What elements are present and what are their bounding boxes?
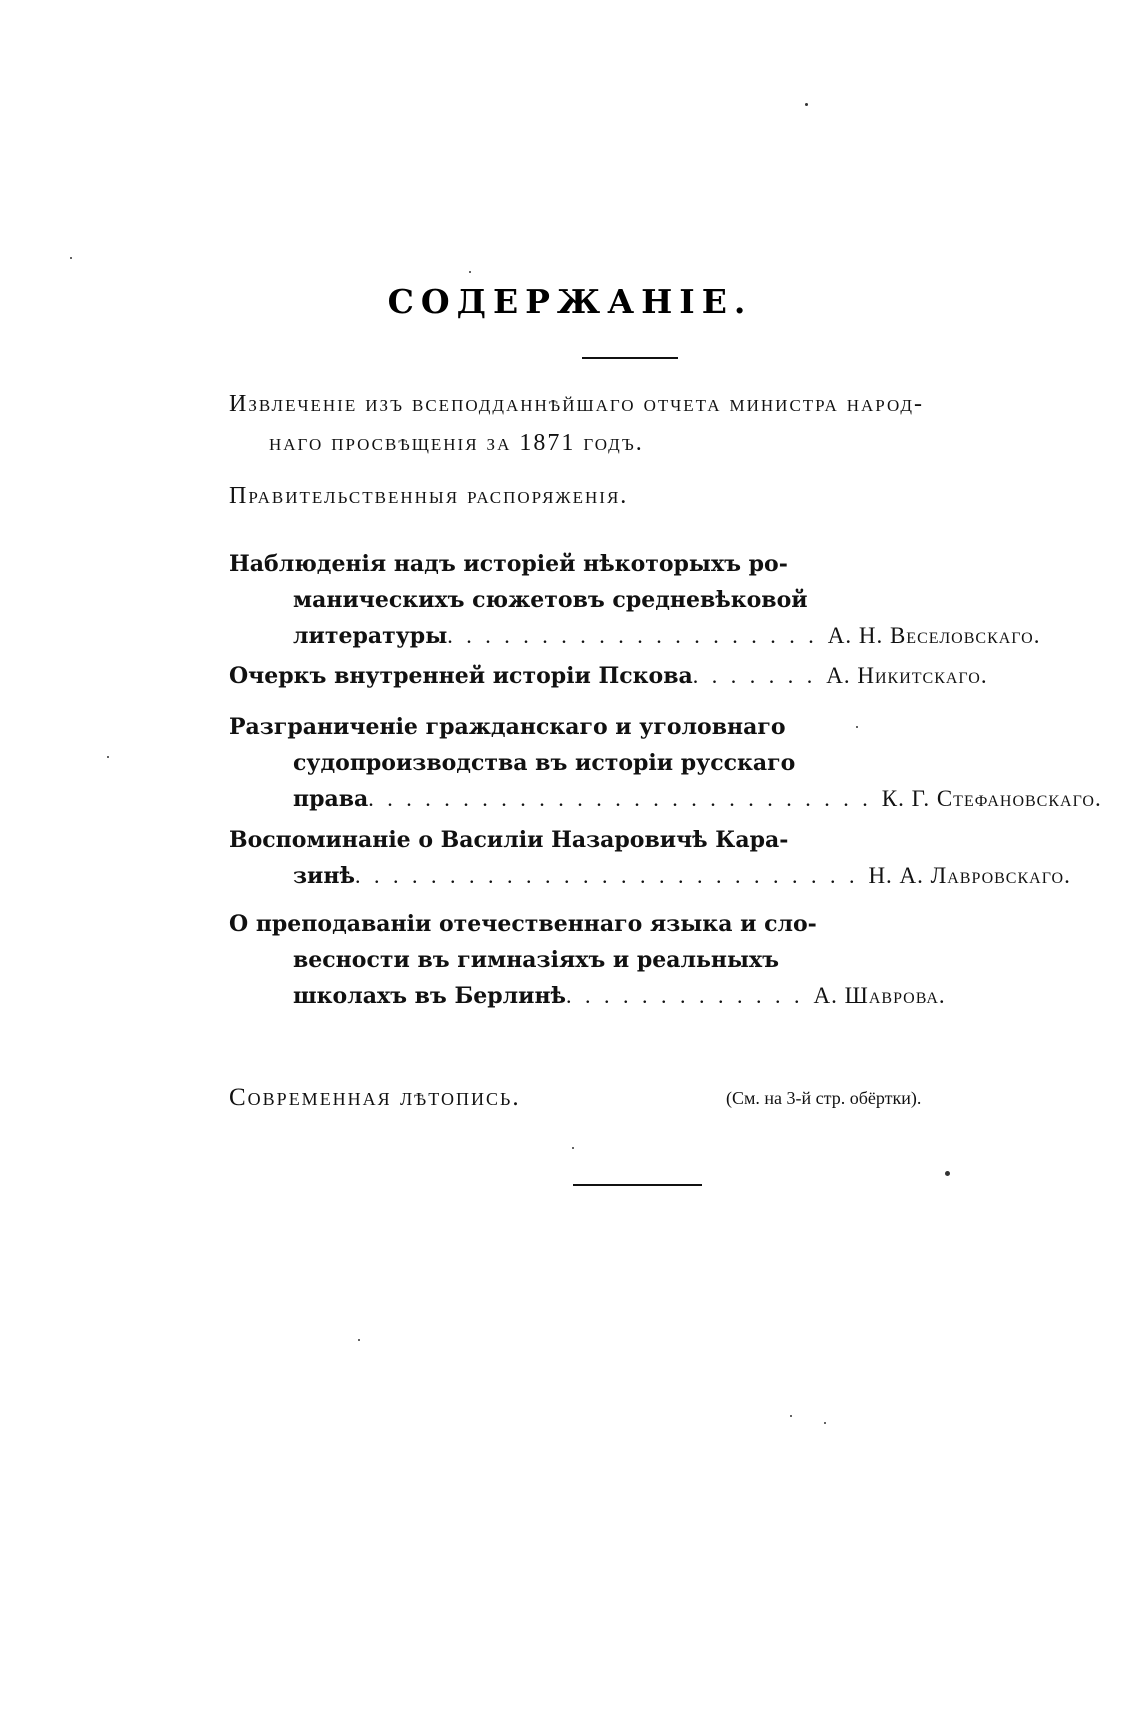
scan-speck <box>70 257 72 259</box>
toc-entry <box>229 546 1040 654</box>
entry-title-line: Наблюденія надъ исторіей нѣкоторыхъ ро- <box>229 551 788 577</box>
entry-title-end: права <box>293 786 369 812</box>
entry-title-end: зинѣ <box>293 863 355 889</box>
scan-speck <box>790 1415 792 1417</box>
section-government-orders: Правительственныя распоряженія. <box>229 483 629 509</box>
entry-author: А. Н. Веселовскаго. <box>827 623 1041 648</box>
entry-title-end: Очеркъ внутренней исторіи Пскова <box>229 663 693 689</box>
section-ministry-report <box>229 391 1041 457</box>
leader-dots: . . . . . . . . . . . . . . . . . . . . . . . . . . . <box>368 786 872 811</box>
entry-title-line: О преподаваніи отечественнаго языка и сло- <box>229 911 817 937</box>
scan-speck <box>572 1147 574 1149</box>
entry-title-end: школахъ въ Берлинѣ <box>293 983 567 1009</box>
scan-speck <box>469 271 471 273</box>
leader-dots: . . . . . . . . . . . . . . . . . . . . <box>447 623 818 648</box>
title-rule <box>582 357 678 359</box>
entry-last-line <box>229 858 1071 894</box>
closing-rule <box>573 1184 702 1186</box>
entry-title-line: Воспоминаніе о Василіи Назаровичѣ Кара- <box>229 827 789 853</box>
section-chronicle: Современная лѣтопись. <box>229 1084 521 1111</box>
see-cover-note: (См. на 3-й стр. обёртки). <box>726 1088 922 1108</box>
toc-entry <box>229 658 1040 694</box>
toc-entry <box>229 822 1071 894</box>
entry-author: А. Никитскаго. <box>826 663 988 688</box>
toc-entry <box>229 709 1102 817</box>
scan-speck <box>945 1171 950 1176</box>
scan-speck <box>805 103 808 106</box>
entry-last-line <box>229 781 1102 817</box>
section-ministry-report-line-1: Извлеченіе изъ всеподданнѣйшаго отчета министра народ- <box>229 391 924 417</box>
toc-entry <box>229 906 1040 1014</box>
scan-speck <box>358 1339 360 1341</box>
entry-author: Н. А. Лавровскаго. <box>868 863 1071 888</box>
page-title: СОДЕРЖАНІЕ. <box>387 282 753 321</box>
entry-title-end: литературы <box>293 623 448 649</box>
entry-last-line <box>229 658 1040 694</box>
entry-title-line: судопроизводства въ исторіи русскаго <box>293 750 796 776</box>
entry-author: К. Г. Стефановскаго. <box>881 786 1102 811</box>
leader-dots: . . . . . . . <box>692 663 817 688</box>
leader-dots: . . . . . . . . . . . . . <box>566 983 804 1008</box>
entry-title-line: весности въ гимназіяхъ и реальныхъ <box>293 947 780 973</box>
entry-last-line <box>229 618 1040 654</box>
scan-speck <box>824 1422 826 1424</box>
section-ministry-report-line-2: наго просвѣщенія за 1871 годъ. <box>269 430 644 456</box>
entry-last-line <box>229 978 1040 1014</box>
scan-speck <box>107 756 109 758</box>
entry-title-line: Разграниченіе гражданскаго и уголовнаго <box>229 714 786 740</box>
scan-speck <box>856 726 858 728</box>
entry-author: А. Шаврова. <box>813 983 946 1008</box>
leader-dots: . . . . . . . . . . . . . . . . . . . . . . . . . . . <box>354 863 859 888</box>
entry-title-line: маническихъ сюжетовъ средневѣковой <box>293 587 808 613</box>
